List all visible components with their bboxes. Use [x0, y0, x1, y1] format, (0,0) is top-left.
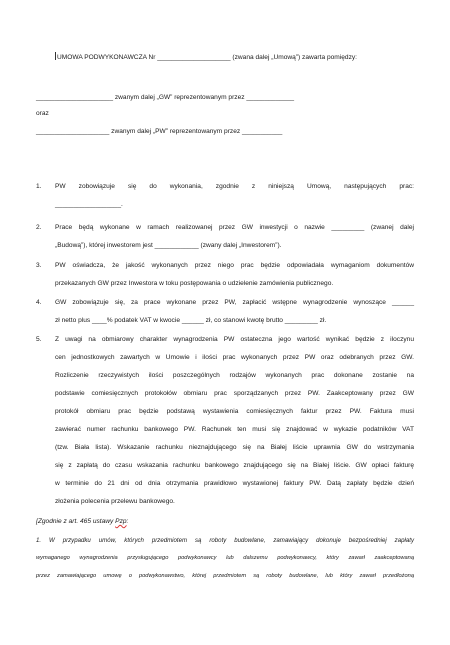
footnote-line-2: wymaganego wynagrodzenia przysługującego podwykonawcy lub dalszemu podwykonawcy, który zawarł zaakceptowaną	[36, 555, 414, 561]
clause-3-number: 3.	[36, 262, 42, 269]
contract-title-line: UMOWA PODWYKONAWCZA Nr ____________________ (zwana dalej „Umową”) zawarta pomiędzy:	[57, 54, 358, 61]
clause-5-line-9: w terminie do 21 dni od dnia otrzymania prawidłowo wystawionej faktury PW. Datą zapłaty będzie dzień	[55, 480, 414, 487]
clause-2-line-1: Prace będą wykonane w ramach realizowanej przez GW inwestycji o nazwie _________ (zwanej dalej	[55, 224, 414, 231]
clause-5-line-1: Z uwagi na obmiarowy charakter wynagrodzenia PW ostateczna jego wartość wynikać będzie z iloczynu	[55, 336, 414, 343]
clause-5-line-4: podstawie comiesięcznych protokołów obmiaru prac sporządzanych przez PW. Zaakceptowany przez GW	[55, 390, 414, 397]
oraz-word: oraz	[36, 110, 49, 117]
clause-2-number: 2.	[36, 224, 42, 231]
clause-4-line-1: GW zobowiązuje się, za prace wykonane przez PW, zapłacić wstępne wynagrodzenie wynoszące ______	[55, 299, 414, 306]
clause-2-line-2: „Budową”), której inwestorem jest ____________ (zwany dalej „Inwestorem”).	[55, 242, 282, 249]
clause-5-line-10: złożenia polecenia przelewu bankowego.	[55, 498, 175, 505]
clause-5-number: 5.	[36, 336, 42, 343]
clause-3-line-2: przekazanych GW przez Inwestora w toku postępowania o udzielenie zamówienia publicznego.	[55, 280, 334, 287]
clause-5-line-2: cen jednostkowych zawartych w Umowie i ilości prac wykonanych przez PW oraz odebranych przez GW.	[55, 354, 414, 361]
clause-1-line-2: __________________.	[55, 201, 123, 208]
party-gw-line: _____________________ zwanym dalej „GW” reprezentowanym przez _____________	[36, 94, 295, 101]
clause-3-line-1: PW oświadcza, że jakość wykonanych przez niego prac będzie odpowiadała wymaganiom dokumentów	[55, 262, 414, 269]
clause-1-line-1: PW zobowiązuje się do wykonania, zgodnie z niniejszą Umową, następujących prac:	[55, 183, 414, 190]
clause-4-line-2: zł netto plus ____% podatek VAT w kwocie ______ zł, co stanowi kwotę brutto _________ zł.	[55, 317, 327, 324]
clause-1-number: 1.	[36, 183, 42, 190]
clause-5-line-5: protokół obmiaru prac będzie podstawą wystawienia comiesięcznych faktur przez PW. Faktura musi	[55, 408, 414, 415]
clause-5-line-7: (tzw. Biała lista). Wskazanie rachunku nieznajdującego się na Białej liście uprawnia GW do wstrzymania	[55, 444, 414, 451]
clause-5-line-6: zawierać numer rachunku bankowego PW. Rachunek ten musi się znajdować w wykazie podatników VAT	[55, 426, 414, 433]
footnote-line-1: 1. W przypadku umów, których przedmiotem są roboty budowlane, zamawiający dokonuje bezpośredniej zapłaty	[36, 537, 414, 544]
clause-5-line-8: się z zapłatą do czasu wskazania rachunku bankowego znajdującego się na Białej liście. GW opłaci fakturę	[55, 462, 414, 469]
clause-4-number: 4.	[36, 299, 42, 306]
clause-5-line-3: Rozliczenie rzeczywistych ilości poszczególnych rodzajów wykonanych prac dokonane zostanie na	[55, 372, 414, 379]
spellcheck-word: Pzp	[115, 518, 127, 525]
footnote-reference: [Zgodnie z art. 465 ustawy Pzp:	[36, 518, 129, 525]
footnote-line-3: przez zamawiającego umowę o podwykonawstwo, której przedmiotem są roboty budowlane, lub który zawarł przedłożoną	[36, 573, 414, 579]
party-pw-line: ____________________ zwanym dalej „PW” reprezentowanym przez ___________	[36, 128, 283, 135]
text-cursor	[55, 52, 56, 60]
